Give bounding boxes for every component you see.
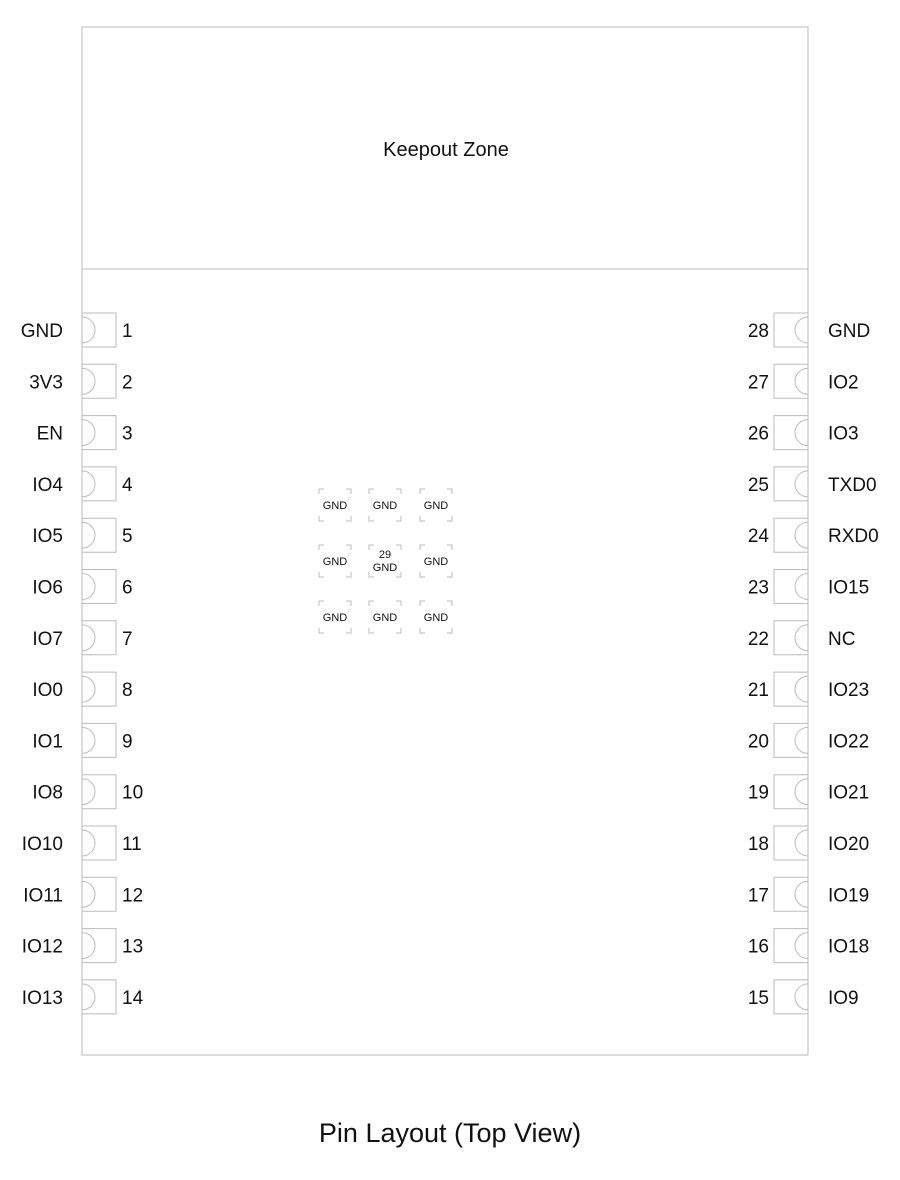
right-pin: [748, 929, 869, 963]
center-pad: [319, 601, 351, 633]
pin-number: 4: [122, 474, 133, 496]
pin-number: 17: [747, 885, 769, 907]
pin-number: 12: [122, 885, 144, 907]
pad-name: GND: [372, 612, 398, 624]
pin-number: 8: [122, 680, 133, 702]
right-pin: [748, 364, 859, 398]
pin-name: IO11: [23, 885, 63, 907]
left-pin: [22, 980, 144, 1014]
right-pin: [748, 672, 869, 706]
pin-name: IO7: [32, 628, 63, 650]
right-pin: [748, 723, 869, 757]
pad-name: GND: [322, 556, 348, 568]
pin-number: 7: [122, 628, 133, 650]
pin-name: IO21: [828, 782, 870, 804]
castellated-hole: [82, 471, 95, 497]
pin-name: IO20: [828, 834, 870, 855]
castellated-hole: [82, 522, 95, 548]
pin-name: IO3: [828, 423, 859, 445]
module-outline: [82, 27, 808, 1055]
center-pad: [420, 601, 452, 633]
pin-number: 28: [747, 321, 769, 342]
castellated-hole: [795, 574, 808, 600]
pin-number: 6: [122, 577, 133, 599]
center-pad: [319, 545, 351, 577]
right-pin-column: [748, 313, 879, 1014]
right-pin: [748, 518, 879, 552]
pin-number: 5: [122, 526, 133, 548]
pin-number: 18: [747, 834, 769, 855]
castellated-hole: [795, 317, 808, 343]
right-pin: [748, 980, 859, 1014]
castellated-hole: [82, 676, 95, 702]
pin-number: 15: [747, 987, 769, 1009]
pad-name: GND: [423, 556, 449, 568]
center-ground-pads: [319, 489, 452, 633]
castellated-hole: [82, 317, 95, 343]
pin-number: 2: [122, 372, 133, 394]
left-pin: [23, 877, 143, 911]
right-pin: [748, 826, 869, 860]
pin-name: GND: [20, 321, 63, 342]
left-pin: [21, 313, 133, 347]
pin-name: EN: [36, 423, 63, 445]
pin-name: IO2: [828, 372, 859, 394]
pad-name: GND: [423, 500, 449, 512]
pin-number: 23: [747, 577, 769, 599]
castellated-hole: [795, 625, 808, 651]
pad-name: GND: [372, 500, 398, 512]
pin-number: 22: [747, 628, 769, 650]
castellated-hole: [795, 368, 808, 394]
right-pin: [748, 416, 859, 450]
pin-number: 1: [122, 321, 133, 342]
pin-number: 25: [747, 474, 769, 496]
castellated-hole: [82, 984, 95, 1010]
castellated-hole: [82, 420, 95, 446]
pin-number: 9: [122, 731, 133, 753]
center-pad: [420, 545, 452, 577]
pad-number: 29: [378, 549, 392, 561]
pin-number: 16: [747, 936, 769, 958]
pin-name: IO19: [828, 885, 870, 907]
pin-name: IO9: [828, 987, 859, 1009]
right-pin: [748, 775, 869, 809]
left-pin: [32, 467, 133, 501]
pin-name: IO13: [21, 987, 63, 1009]
pin-number: 10: [122, 782, 144, 804]
pin-name: IO12: [21, 936, 63, 958]
pin-name: IO6: [32, 577, 63, 599]
castellated-hole: [795, 984, 808, 1010]
castellated-hole: [795, 933, 808, 959]
castellated-hole: [82, 830, 95, 856]
pin-name: IO18: [828, 936, 870, 958]
pin-number: 27: [747, 372, 769, 394]
pin-name: RXD0: [828, 526, 879, 548]
pin-number: 19: [747, 782, 769, 804]
left-pin: [37, 416, 133, 450]
castellated-hole: [82, 368, 95, 394]
castellated-hole: [82, 933, 95, 959]
pin-name: IO22: [828, 731, 870, 753]
castellated-hole: [82, 881, 95, 907]
pin-name: IO0: [32, 680, 63, 702]
castellated-hole: [82, 625, 95, 651]
pin-number: 20: [747, 731, 769, 753]
pad-name: GND: [322, 500, 348, 512]
right-pin: [748, 621, 856, 655]
pin-number: 26: [747, 423, 769, 445]
left-pin: [29, 364, 132, 398]
pin-name: 3V3: [29, 372, 63, 394]
pin-number: 24: [747, 526, 769, 548]
pin-name: GND: [828, 321, 871, 342]
castellated-hole: [795, 471, 808, 497]
center-pad: [369, 545, 401, 577]
pin-name: IO23: [828, 680, 870, 702]
pin-name: IO5: [32, 526, 63, 548]
pin-number: 3: [122, 423, 133, 445]
right-pin: [748, 570, 869, 604]
pin-name: IO4: [32, 474, 63, 496]
pad-name: GND: [372, 562, 398, 574]
castellated-hole: [795, 676, 808, 702]
center-pad: [319, 489, 351, 521]
pin-number: 11: [122, 834, 142, 855]
pin-name: IO15: [828, 577, 870, 599]
castellated-hole: [795, 727, 808, 753]
pin-name: IO1: [32, 731, 63, 753]
pin-name: IO8: [32, 782, 63, 804]
pin-number: 14: [122, 987, 144, 1009]
center-pad: [369, 489, 401, 521]
pad-name: GND: [423, 612, 449, 624]
pad-name: GND: [322, 612, 348, 624]
center-pad: [420, 489, 452, 521]
castellated-hole: [795, 420, 808, 446]
right-pin: [748, 313, 870, 347]
castellated-hole: [795, 779, 808, 805]
castellated-hole: [82, 779, 95, 805]
castellated-hole: [82, 727, 95, 753]
pin-name: TXD0: [828, 474, 877, 496]
castellated-hole: [795, 830, 808, 856]
right-pin: [748, 877, 869, 911]
castellated-hole: [795, 881, 808, 907]
castellated-hole: [795, 522, 808, 548]
keepout-zone-label: Keepout Zone: [383, 139, 509, 161]
pin-number: 21: [747, 680, 769, 702]
diagram-caption: Pin Layout (Top View): [318, 1118, 582, 1148]
pin-name: IO10: [21, 834, 63, 855]
castellated-hole: [82, 574, 95, 600]
pin-number: 13: [122, 936, 144, 958]
left-pin: [32, 775, 143, 809]
pin-name: NC: [828, 628, 856, 650]
right-pin: [748, 467, 877, 501]
center-pad: [369, 601, 401, 633]
